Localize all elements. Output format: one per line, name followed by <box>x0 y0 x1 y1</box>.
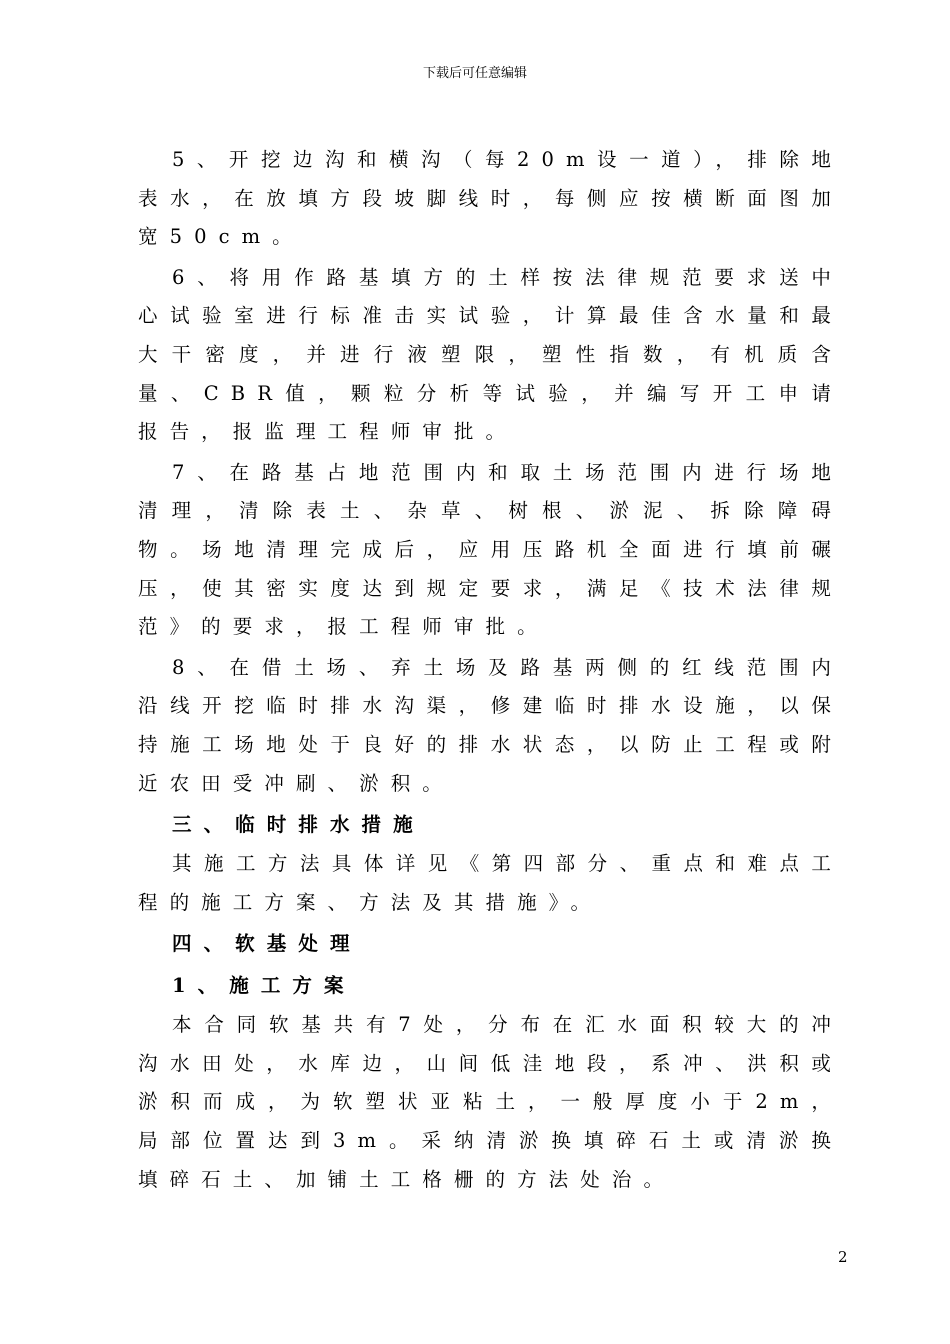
paragraph-item-6: 6、将用作路基填方的土样按法律规范要求送中心试验室进行标准击实试验，计算最佳含水量和最大干密度，并进行液塑限，塑性指数，有机质含量、CBR值，颗粒分析等试验，并编写开工申请报告，报监理工程师审批。 <box>138 265 843 444</box>
paragraph-item-8: 8、在借土场、弃土场及路基两侧的红线范围内沿线开挖临时排水沟渠，修建临时排水设施，以保持施工场地处于良好的排水状态，以防止工程或附近农田受冲刷、淤积。 <box>138 655 843 795</box>
paragraph-soft-foundation-plan: 本合同软基共有7处，分布在汇水面积较大的冲沟水田处，水库边，山间低洼地段，系冲、洪积或淤积而成，为软塑状亚粘土，一般厚度小于2m，局部位置达到3m。采纳清淤换填碎石土或清淤换填碎石土、加铺土工格栅的方法处治。 <box>138 1013 843 1191</box>
paragraph-item-5: 5、开挖边沟和横沟（每20m设一道），排除地表水，在放填方段坡脚线时，每侧应按横断面图加宽50cm。 <box>138 148 843 249</box>
subsection-heading-construction-plan: 1、施工方案 <box>172 974 356 998</box>
paragraph-drainage-method: 其施工方法具体详见《第四部分、重点和难点工程的施工方案、方法及其措施》。 <box>138 852 843 914</box>
section-heading-temporary-drainage: 三、临时排水措施 <box>172 813 425 837</box>
page-number: 2 <box>838 1248 848 1266</box>
section-heading-soft-foundation: 四、软基处理 <box>172 932 362 956</box>
document-body <box>138 141 843 1199</box>
paragraph-item-7: 7、在路基占地范围内和取土场范围内进行场地清理，清除表土、杂草、树根、淤泥、拆除障碍物。场地清理完成后，应用压路机全面进行填前碾压，使其密实度达到规定要求，满足《技术法律规范》的要求，报工程师审批。 <box>138 460 843 639</box>
page-header: 下载后可任意编辑 <box>422 66 527 81</box>
